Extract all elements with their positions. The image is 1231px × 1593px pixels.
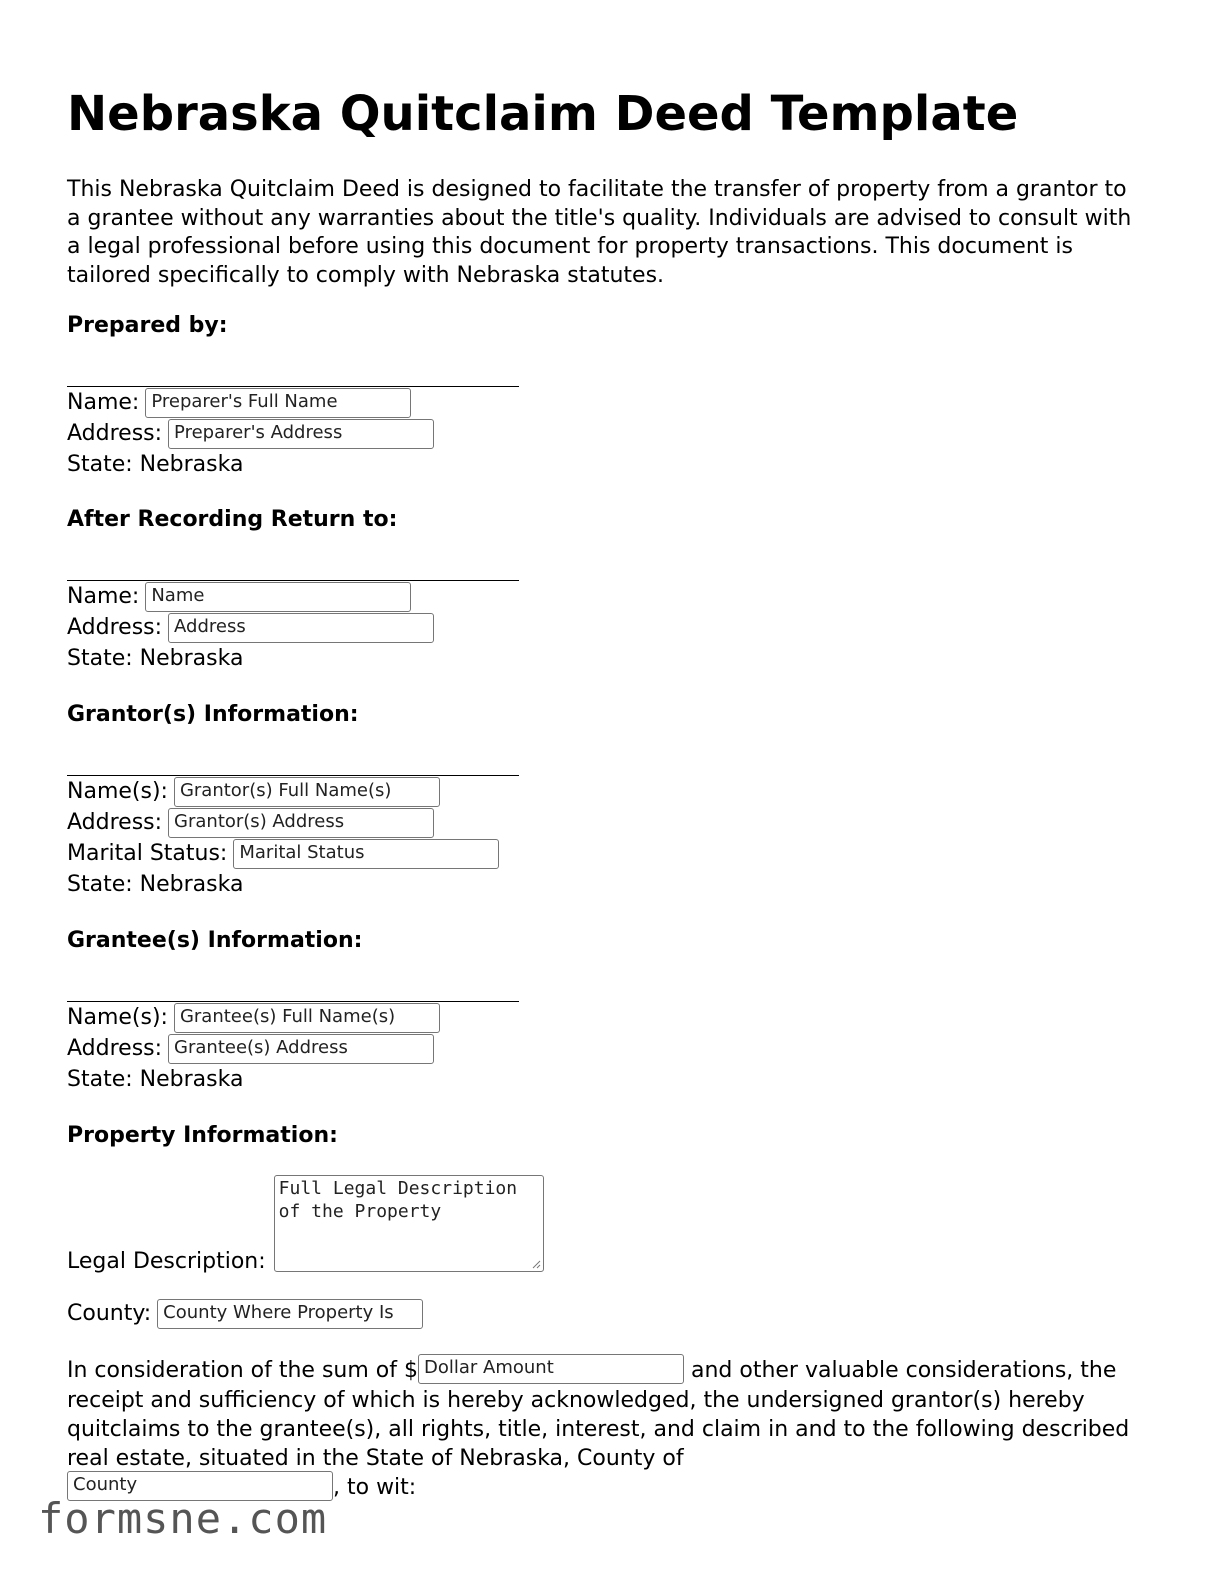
consideration-text-end: , to wit: [333, 1475, 417, 1500]
resize-handle-icon[interactable] [531, 1259, 541, 1269]
return-name-row [67, 581, 519, 612]
return-name-input[interactable]: Name [145, 582, 411, 612]
county-of-input[interactable]: County [67, 1471, 333, 1501]
consideration-paragraph [67, 1356, 1157, 1503]
grantor-address-label: Address: [67, 810, 163, 835]
legal-description-textarea[interactable] [274, 1175, 544, 1272]
grantor-marital-input[interactable]: Marital Status [233, 839, 499, 869]
return-name-label: Name: [67, 584, 140, 609]
consideration-text-after: and other valuable considerations, the receipt and sufficiency of which is hereby acknowledged, the undersigned grantor(s) hereby quitclaims to the grantee(s), all rights, title, interest, and claim in and to the following described real estate, situated in the State of Nebraska, County of [67, 1358, 1130, 1471]
preparer-address-input[interactable]: Preparer's Address [168, 419, 434, 449]
grantee-heading: Grantee(s) Information: [67, 928, 363, 953]
property-heading: Property Information: [67, 1123, 338, 1148]
intro-paragraph: This Nebraska Quitclaim Deed is designed to facilitate the transfer of property from a grantor to a grantee without any warranties about the title's quality. Individuals are advised to consult with a legal professional before using this document for property transactions. This document is tailored specifically to comply with Nebraska statutes. [67, 177, 1132, 288]
prepared-by-heading: Prepared by: [67, 313, 228, 338]
grantor-name-input[interactable]: Grantor(s) Full Name(s) [174, 777, 440, 807]
legal-description-row [67, 1175, 544, 1272]
return-address-label: Address: [67, 615, 163, 640]
preparer-address-label: Address: [67, 421, 163, 446]
preparer-name-input[interactable]: Preparer's Full Name [145, 388, 411, 418]
county-input[interactable]: County Where Property Is [157, 1299, 423, 1329]
return-state-row: State: Nebraska [67, 646, 244, 671]
grantor-address-input[interactable]: Grantor(s) Address [168, 808, 434, 838]
return-to-section [67, 506, 519, 674]
prepared-by-section [67, 312, 519, 480]
preparer-state-row: State: Nebraska [67, 452, 244, 477]
grantor-name-label: Name(s): [67, 779, 168, 804]
grantor-state-row: State: Nebraska [67, 872, 244, 897]
consideration-text-before: In consideration of the sum of $ [67, 1358, 418, 1383]
grantee-section [67, 927, 519, 1095]
return-address-input[interactable]: Address [168, 613, 434, 643]
grantee-name-input[interactable]: Grantee(s) Full Name(s) [174, 1003, 440, 1033]
page-title: Nebraska Quitclaim Deed Template [67, 86, 1019, 142]
grantee-address-row [67, 1033, 519, 1064]
return-address-row [67, 612, 519, 643]
grantor-address-row [67, 807, 519, 838]
grantee-state-row: State: Nebraska [67, 1067, 244, 1092]
grantee-name-row [67, 1002, 519, 1033]
grantee-address-input[interactable]: Grantee(s) Address [168, 1034, 434, 1064]
grantor-section [67, 701, 519, 900]
legal-description-label: Legal Description: [67, 1249, 266, 1274]
grantor-heading: Grantor(s) Information: [67, 702, 359, 727]
preparer-name-row [67, 387, 519, 418]
watermark-logo: formsne.com [38, 1494, 328, 1543]
grantee-name-label: Name(s): [67, 1005, 168, 1030]
county-row [67, 1298, 544, 1329]
legal-description-placeholder: Full Legal Description of the Property [278, 1178, 518, 1222]
grantor-marital-row [67, 838, 519, 869]
preparer-address-row [67, 418, 519, 449]
county-label: County: [67, 1301, 152, 1326]
property-section [67, 1122, 544, 1329]
grantor-marital-label: Marital Status: [67, 841, 228, 866]
preparer-name-label: Name: [67, 390, 140, 415]
return-to-heading: After Recording Return to: [67, 507, 398, 532]
grantor-name-row [67, 776, 519, 807]
dollar-amount-input[interactable]: Dollar Amount [418, 1354, 684, 1384]
grantee-address-label: Address: [67, 1036, 163, 1061]
